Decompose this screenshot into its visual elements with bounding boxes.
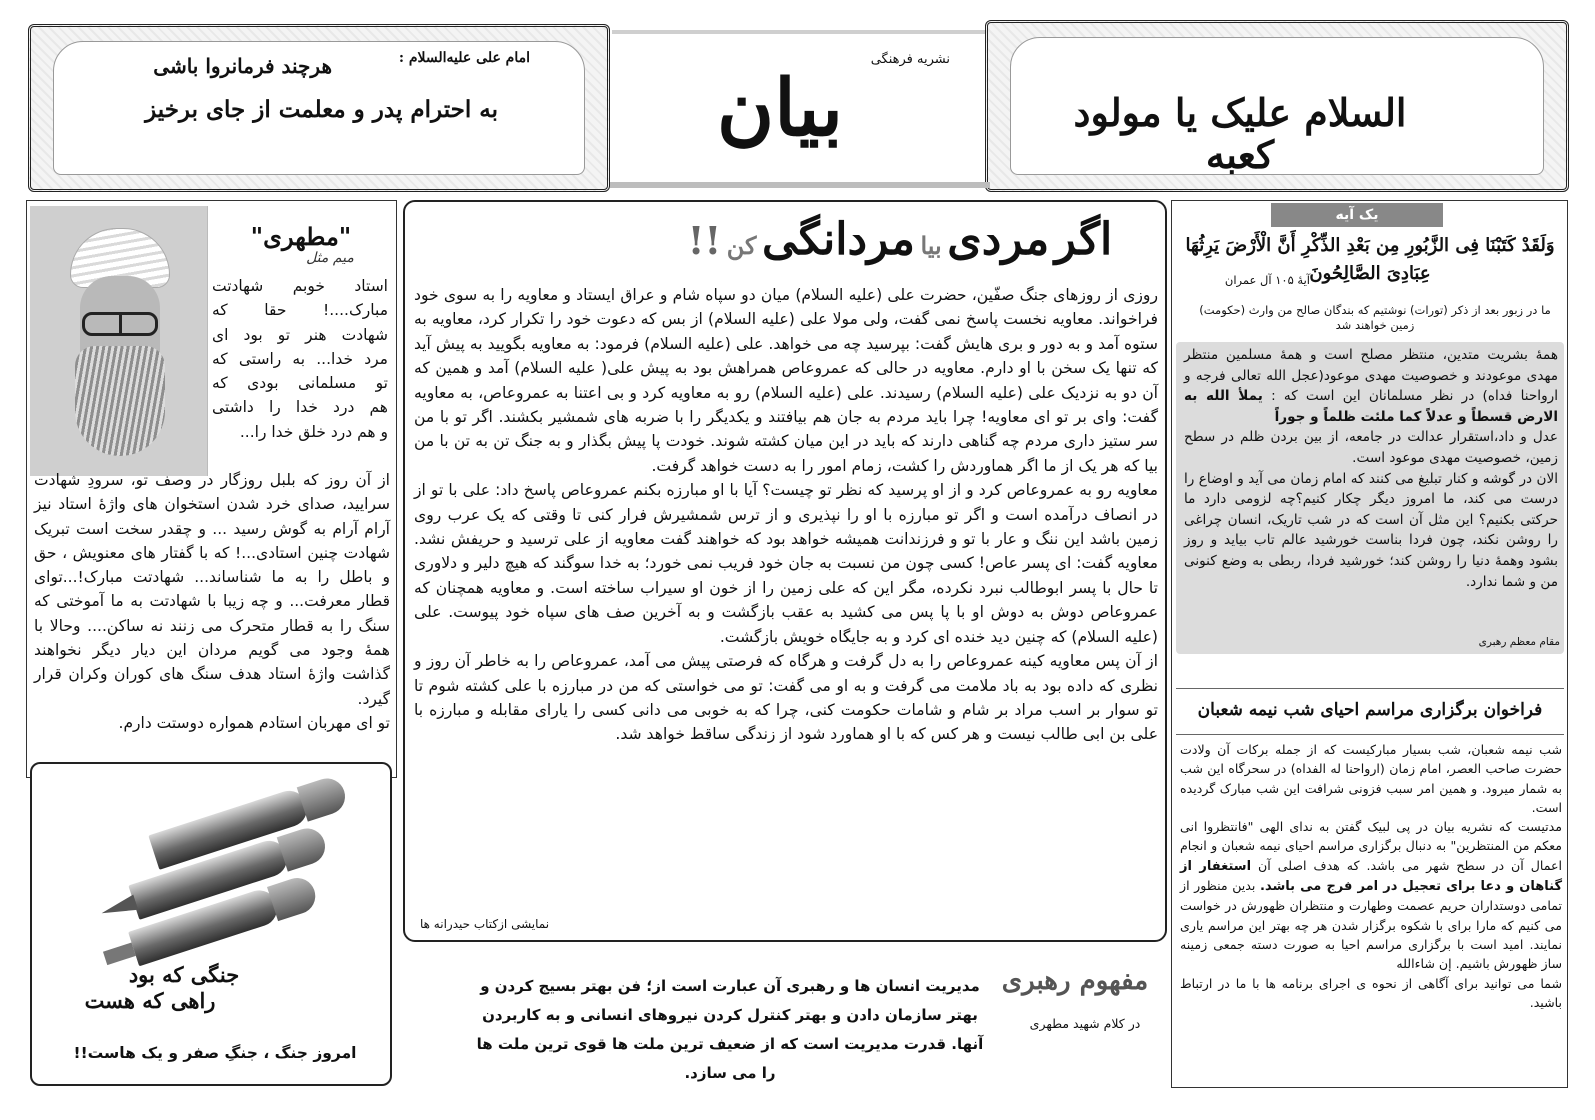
ayah-section-tab: یک آیه (1271, 203, 1443, 227)
article-paragraph: از آن پس معاویه کینه عمروعاص را به دل گرفت و هرگاه که فرصتی پیش می آمد، عمروعاص را به خاطر آن روز و نظری که داده بود به باد ملامت می گرفت و به او می گفت: تو می خواستی که من در مبارزه با علی کشته شوم تا تو سوار بر اسب مراد بر شام و شامات حکومت کنی، چرا که به خوبی می دانی کسی را یارای مقابله و مبارزه با علی بن ابی طالب نیست و هر کس که با او هماورد شود از زندگی ساقط خواهد شد. (414, 652, 1158, 744)
beard-shape (75, 346, 165, 456)
headline-word: مردانگی (762, 214, 915, 265)
imam-quote-line1: هرچند فرمانروا باشی (153, 54, 332, 78)
bullet-tip (277, 824, 330, 872)
main-article-body (414, 283, 1158, 747)
shaban-paragraph: شما می توانید برای آگاهی از نحوه ی اجرای برنامه ها با ما در ارتباط باشید. (1180, 975, 1562, 1010)
bullet-tip (267, 873, 320, 921)
war-slogan-footer: امروز جنگ ، جنگِ صفر و یک هاست!! (73, 1044, 357, 1062)
publication-logo: بیان (716, 63, 844, 154)
shaban-paragraph (1180, 817, 1562, 973)
publication-subtitle: نشریه فرهنگی (870, 52, 950, 67)
imam-quote-title: امام علی علیه‌السلام : (398, 50, 530, 66)
ayah-reference: آیهٔ ۱۰۵ آل عمران (1224, 273, 1310, 287)
mahdi-hadith: یملأ الله به الارض قسطاً و عدلاً کما ملئت ظلماً و جوراً (1184, 388, 1558, 425)
poem-line: مبارک....! حقا که (212, 301, 388, 320)
leadership-title: مفهوم رهبری (1001, 966, 1149, 996)
article-paragraph: روزی از روزهای جنگ صفّین، حضرت علی (علیه السلام) میان دو سپاه شام و عراق ایستاد و معاویه را به سوی خود فراخواند. معاویه نخست پاسخ نمی گفت، ولی مولا علی (علیه السلام) از بس که دعوت خود را تکرار کرد، معاویه به ستوه آمد و به دور و بری هایش گفت: بپرسید چه می خواهد. علی (علیه السلام) فرمود: به معاویه بگویید به پیش آید که تنها یک سخن با او دارم. معاویه در حالی که عمروعاص همراهش بود به پیش علی( علیه السلام) آمد و همین که آن دو به نزدیک علی (علیه السلام) رسیدند. علی (علیه السلام) رو به معاویه کرد و بی اعتنا به عمروعاص، به معاویه گفت: وای بر تو ای معاویه! چرا باید مردم به جان هم بیافتند و یکدیگر را با ضربه های شمشیر بکشند. اگر تو با من سر ستیز داری مردم چه گناهی دارند که باید در این میان کشته شوند. خودت پا پیش بگذار و به جنگ تن به تن با من بیا که هر یک از ما اگر هماوردش را کشت، زمام امور را به دست خواهد گرفت. (414, 286, 1158, 475)
ayah-translation: ما در زبور بعد از ذکر (تورات) نوشتیم که بندگان صالح من وارث (حکومت) زمین خواهند شد (1199, 303, 1551, 332)
tribute-paragraph: از آن روز که بلبل روزگار در وصف تو، سرودِ شهادت سرایید، صدای خرد شدن استخوان های واژۀ استاد نیز آرام آرام به گوش رسید ... و چقدر سخت است تبریک شهادت چنین استادی...! که با گفتار های معنویش ، حق و باطل را به ما شناساند... شهادتت مبارک!...توای قطار معرفت... و چه زیبا با شهادتت به ما آموختی که سنگ را به قطار متحرک می زنند نه ساکن.... وحالا با همۀ وجود می گویم مردان این دیار دیگر نخواهند گذاشت واژۀ استاد هدف سنگ های کوران وکران قرار گیرد. (34, 471, 390, 708)
article-paragraph: معاویه رو به عمروعاص کرد و از او پرسید که نظر تو چیست؟ آیا با او مبارزه بکنم عمروعاص پاسخ داد: علی با تو از در انصاف درآمده است و اگر تو مبارزه با او را نپذیری و از ترس شمشیرش فرار کنی تا وقتی که یک عرب روی زمین باشد این ننگ و عار با تو و فرزندانت همیشه خواهد بود که خواهند گفت معاویه از علی ترسید و حریفش نشد. معاویه گفت: ای پسر عاص! کسی چون من نسبت به جان خود فریب نمی خورد؛ به خدا سوگند که هیچ دلیر و دلاوری تا حال با پسر ابوطالب نبرد نکرده، مگر این که علی زمین را از خون او سیراب ساخته است. و معاویه همچنان که عمروعاص دوش به دوش او با پا پس می کشید به عقب بازگشت و به آخرین صف های سپاه خود پیوست. علی (علیه السلام) که چنین دید خنده ای کرد و به جایگاه خویش بازگشت. (414, 481, 1158, 646)
header-bottom-rule (610, 182, 990, 188)
mahdi-paragraph: عدل و داد،استقرار عدالت در جامعه، از بین بردن ظلم در سطح زمین، خصوصیت مهدی موعود است. (1184, 429, 1558, 466)
motahari-title: "مطهری" (250, 222, 352, 251)
pen-nib-icon (99, 894, 138, 920)
shaban-text: مدتیست که نشریه بیان در پی لبیک گفتن به ندای الهی "فانتظروا انی معکم من المنتظرین" به دنبال برگزاری مراسم احیای نیمه شعبان و انجام اعمال آن در سطح شهر می باشد. که هدف اصلی آن (1180, 819, 1562, 873)
poem-line: مرد خدا... به راستی که (212, 349, 388, 368)
motahari-title-prefix: میم مثل (306, 250, 354, 266)
war-slogan-line1: جنگی که بود (128, 962, 240, 987)
main-headline (640, 214, 1160, 265)
headline-exclamation: !! (687, 218, 722, 263)
shaban-title: فراخوان برگزاری مراسم احیای شب نیمه شعبان (1197, 700, 1543, 720)
poem-line: شهادت هنر تو بود ای (212, 325, 388, 344)
mahdi-paragraph (1184, 345, 1558, 427)
tribute-closing: تو ای مهربان استادم همواره دوستت دارم. (118, 713, 390, 732)
headline-word: بیا (920, 231, 942, 260)
glasses-shape (82, 312, 158, 336)
article-source: نمایشی ازکتاب حیدرانه ها (420, 917, 550, 931)
bullets-pen-illustration (60, 790, 340, 960)
imam-quote-line2: به احترام پدر و معلمت از جای برخیز (145, 96, 498, 123)
poem-line: هم درد خدا را داشتی (212, 398, 388, 417)
leadership-quote: مدیریت انسان ها و رهبری آن عبارت است از؛ فن بهتر بسیج کردن و بهتر سازمان دادن و بهتر کنترل کردن نیروهای انسانی و به کاربردن آنها. قدرت مدیریت است که از ضعیف ترین ملت ها قوی ترین ملت ها را می سازد. (476, 977, 984, 1082)
mahdi-paragraph: الان در گوشه و کنار تبلیغ می کنند که امام زمان می آید و اوضاع را درست می کند، ما امروز دیگر چکار کنیم؟چه لزومی دارد ما حرکتی بکنیم؟ این مثل آن است که در شب تاریک، انسان چراغی را روشن نکند، چون فردا بناست خورشید عالم تاب بیاید و روز بشود وهمۀ دنیا را روشن کند؛ خورشید فردا، ربطی به وضع کنونی من و شما ندارد. (1184, 470, 1558, 590)
headline-word: اگر (1054, 214, 1113, 265)
mahdi-intro: همۀ بشریت متدین، منتظر مصلح است و همۀ مسلمین منتظر مهدی موعودند و خصوصیت مهدی موعود(عجل الله تعالی فرجه و ارواحنا فداه) در نظر مسلمانان این است که : (1184, 347, 1558, 405)
mahdi-article (1184, 345, 1558, 592)
mahdi-signature: مقام معظم رهبری (1478, 636, 1560, 648)
shaban-text: بدین منظور از تمامی دوستداران حریم عصمت وطهارت و منتظران ظهورش در خواست می کنیم که مارا برای با شکوه برگزار شدن هر چه بهتر این مراسم یاری نمایند. امید است با برگزاری مراسم احیا به صورت دسته جمعی زمینه ساز ظهورش باشیم. إن شاءالله (1180, 878, 1562, 972)
motahari-tribute (34, 468, 390, 735)
shaban-paragraph: شب نیمه شعبان، شب بسیار مبارکیست که از جمله برکات آن ولادت حضرت صاحب العصر، امام زمان (ارواحنا له الفداه) در سحرگاه این شب به شمار میرود. و همین امر سبب فزونی شرافت این شب مبارک گردیده است. (1180, 742, 1562, 815)
section-divider (1176, 734, 1564, 735)
poem-line: و هم درد خلق خدا را... (239, 422, 388, 441)
shaban-article (1180, 740, 1562, 1012)
shaban-emphasis: استغفار از گناهان و دعا برای تعجیل در امر فرج می باشد. (1180, 858, 1563, 895)
headline-word: کن (726, 231, 757, 260)
war-slogan-line2: راهی که هست (84, 988, 216, 1013)
motahari-poem (212, 274, 388, 444)
headline-word: مردی (947, 214, 1050, 265)
header-top-rule (612, 30, 985, 34)
motahari-portrait (30, 206, 208, 476)
ayah-arabic-text: وَلَقَدْ کَتَبْنَا فِی الزَّبُورِ مِن بَعْدِ الذِّکْرِ أَنَّ الْأَرْضَ یَرِثُهَا عِبَادِیَ الصَّالِحُونَ (1185, 235, 1555, 284)
section-divider (1176, 688, 1564, 689)
salaam-calligraphy: السلام علیک یا مولود کعبه (1073, 90, 1407, 177)
poem-line: تو مسلمانی بودی که (212, 374, 388, 393)
poem-line: استاد خوبم شهادتت (212, 277, 388, 295)
leadership-subtitle: در کلام شهید مطهری (1029, 1016, 1141, 1031)
